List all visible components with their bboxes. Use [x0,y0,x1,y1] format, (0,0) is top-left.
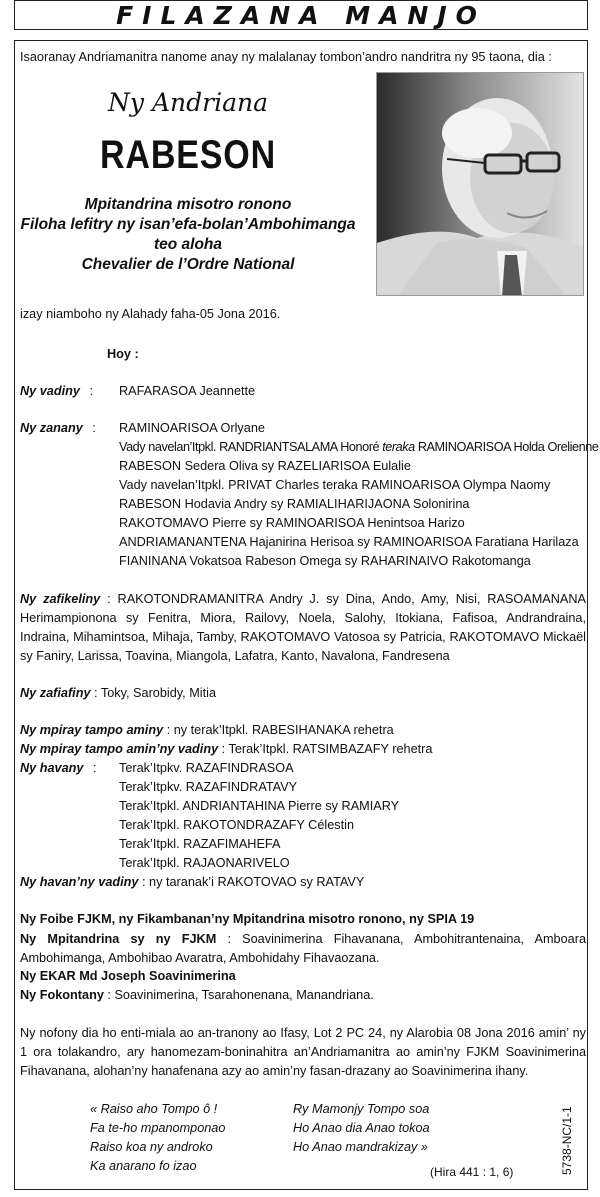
funeral-paragraph: Ny nofony dia ho enti-miala ao an-tranony ao Ifasy, Lot 2 PC 24, ny Alarobia 08 Jona 2016 amin’ ny 1 ora tolakandro, ary hanomezam-boninahitra an’Andriamanitra ao amin’ny FJKM Soavinimerina Fihavanana, alohan’ny hanafenana azy ao amin’ny fasan-drazany ao Soavinimerina ihany. [20,1026,586,1078]
date-line: izay niamboho ny Alahady faha-05 Jona 2016. [20,307,281,321]
verse-line: Ry Mamonjy Tompo soa [293,1102,430,1116]
havany-line: Terak’Itpkl. RAZAFIMAHEFA [119,837,281,851]
portrait-illustration [377,73,584,296]
verse-left [90,1100,225,1176]
mpitandrina-paragraph [20,930,586,968]
zanany-label: Ny zanany [20,421,83,435]
verse-line: « Raiso aho Tompo ô ! [90,1102,218,1116]
zanany-line-part: RAMINOARISOA Holda Orelienne [417,440,599,454]
havany-line: Terak’Itpkl. RAJAONARIVELO [119,856,290,870]
havan-vadiny-text: : ny taranak’i RAKOTOVAO sy RATAVY [138,875,365,889]
mpiray-vadiny-row [20,741,432,758]
zanany-sep: : [92,421,96,435]
havany-sep: : [93,761,97,775]
title-line: Chevalier de l’Ordre National [81,256,295,273]
honorific: Ny Andriana [108,88,268,117]
havan-vadiny-row [20,874,364,891]
zanany-line: RABESON Hodavia Andry sy RAMIALIHARIJAONA Solonirina [119,497,470,511]
fokontany-label: Ny Fokontany [20,988,104,1002]
zafikeliny-label: Ny zafikeliny [20,592,101,606]
fokontany-text: : Soavinimerina, Tsarahonenana, Manandriana. [103,988,374,1002]
havany-line: Terak’Itpkl. ANDRIANTAHINA Pierre sy RAMIARY [119,799,400,813]
zafiafiny-text: : Toky, Sarobidy, Mitia [90,686,217,700]
havany-line: Terak’Itpkv. RAZAFINDRASOA [119,761,294,775]
ad-reference-code: 5738-NC/1-1 [560,1106,574,1175]
hira-reference: (Hira 441 : 1, 6) [430,1165,514,1179]
havany-label-row [20,760,97,777]
zanany-line: RABESON Sedera Oliva sy RAZELIARISOA Eulalie [119,459,411,473]
zafikeliny-text: : RAKOTONDRAMANITRA Andry J. sy Dina, Ando, Amy, Nisi, RASOAMANANA Herimampionona sy Fenitra, Miora, Railovy, Noela, Salohy, Itokiana, Fafisoa, Andrandraina, Indraina, Mihamintsoa, Mihaja, Tamby, RAKOTOMAVO Vatosoa sy Patricia, RAKOTOMAVO Mickaël sy Faniry, Larissa, Toavina, Miangola, Lafatra, Kanto, Navalona, Fandresena [20,592,586,663]
zanany-line: Vady navelan’Itpkl. PRIVAT Charles teraka RAMINOARISOA Olympa Naomy [119,478,551,492]
title-line: Mpitandrina misotro ronono [84,196,292,213]
verse-line: Raiso koa ny androko [90,1140,213,1154]
havany-label: Ny havany [20,761,84,775]
portrait-photo [376,72,584,296]
vadiny-label: Ny vadiny [20,384,80,398]
mpiray-vadiny-label: Ny mpiray tampo amin’ny vadiny [20,742,219,756]
foibe-line: Ny Foibe FJKM, ny Fikambanan’ny Mpitandrina misotro ronono, ny SPIA 19 [20,912,475,926]
verse-line: Ho Anao dia Anao tokoa [293,1121,430,1135]
mpitandrina-label: Ny Mpitandrina sy ny FJKM [20,932,217,946]
verse-right [293,1100,430,1157]
fokontany-row [20,987,374,1004]
zanany-line-part: Vady navelan’Itpkl. RANDRIANTSALAMA Honoré [119,440,380,454]
zafiafiny-label: Ny zafiafiny [20,686,91,700]
mpiray-aminy-text: : ny terak’Itpkl. RABESIHANAKA rehetra [163,723,394,737]
ekar-line: Ny EKAR Md Joseph Soavinimerina [20,969,236,983]
vadiny-value: RAFARASOA Jeannette [119,384,256,398]
zanany-teraka: teraka [382,440,415,454]
havany-line: Terak’Itpkv. RAZAFINDRATAVY [119,780,298,794]
deceased-titles [0,195,376,275]
zanany-label-row [20,420,96,437]
title-line: teo aloha [153,236,223,253]
zanany-line [119,439,598,456]
zafikeliny-paragraph [20,590,586,666]
havany-line: Terak’Itpkl. RAKOTONDRAZAFY Célestin [119,818,355,832]
intro-text: Isaoranay Andriamanitra nanome anay ny malalanay tombon’andro nandritra ny 95 taona, dia : [20,50,552,64]
verse-line: Ho Anao mandrakizay » [293,1140,428,1154]
title-line: Filoha lefitry ny isan’efa-bolan’Ambohimanga [20,216,356,233]
mpitandrina-text: : Soavinimerina Fihavanana, Ambohitrantenaina, Amboara Ambohimanga, Ambohibao Avaratra, Ambohidahy Fihavaozana. [20,932,587,965]
announcement-header [14,0,588,30]
verse-line: Ka anarano fo izao [90,1159,197,1173]
header-title: FILAZANA MANJO [116,0,486,30]
zanany-line: RAMINOARISOA Orlyane [119,421,265,435]
mpiray-aminy-label: Ny mpiray tampo aminy [20,723,164,737]
vadiny-sep: : [89,384,93,398]
zanany-line: FIANINANA Vokatsoa Rabeson Omega sy RAHARINAIVO Rakotomanga [119,554,531,568]
mpiray-aminy-row [20,722,394,739]
havan-vadiny-label: Ny havan’ny vadiny [20,875,139,889]
zafiafiny-row [20,685,216,702]
hoy-label: Hoy : [107,347,139,361]
surname: RABESON [100,133,276,177]
zanany-line: RAKOTOMAVO Pierre sy RAMINOARISOA Henintsoa Harizo [119,516,465,530]
verse-line: Fa te-ho mpanomponao [90,1121,226,1135]
zanany-line: ANDRIAMANANTENA Hajanirina Herisoa sy RAMINOARISOA Faratiana Harilaza [119,535,579,549]
mpiray-vadiny-text: : Terak’Itpkl. RATSIMBAZAFY rehetra [218,742,433,756]
vadiny-row [20,383,93,400]
